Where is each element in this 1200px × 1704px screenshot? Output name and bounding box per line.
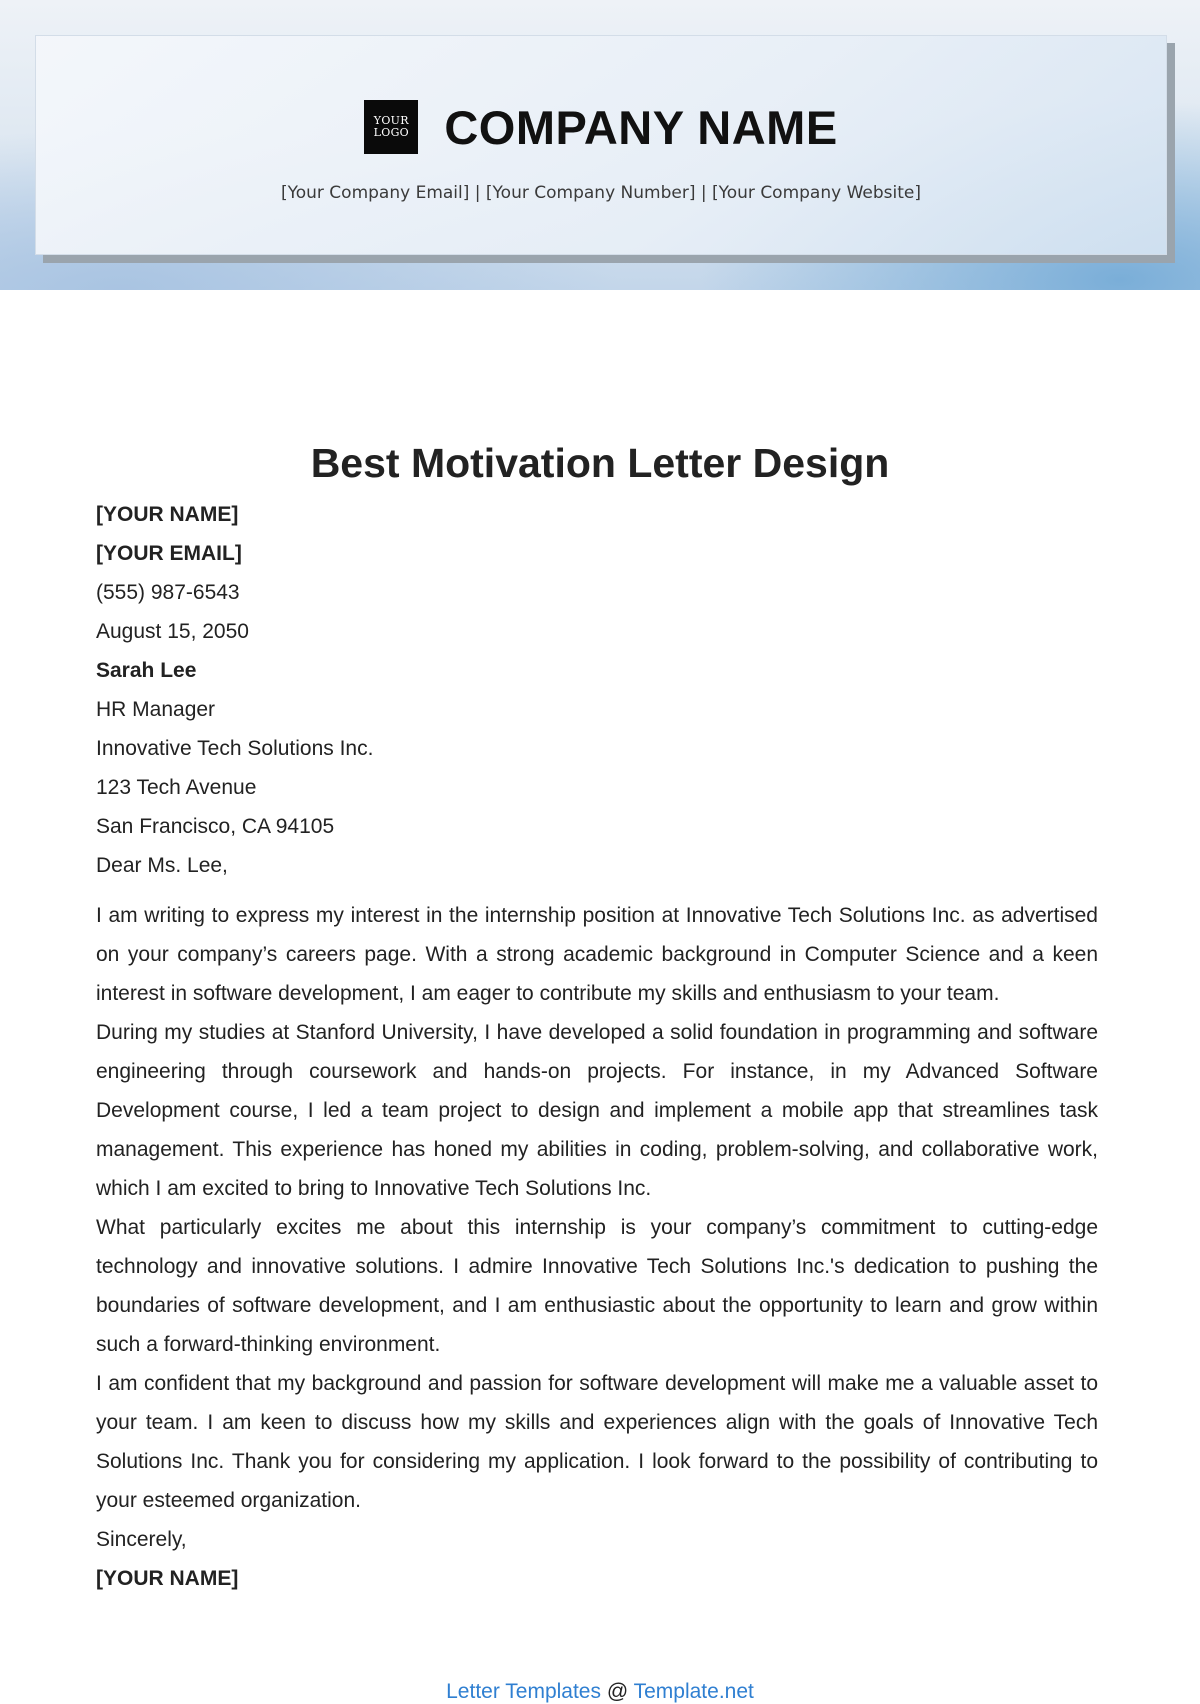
sender-name: [YOUR NAME] bbox=[96, 503, 239, 526]
recipient-company: Innovative Tech Solutions Inc. bbox=[96, 737, 374, 760]
body-paragraph-3: What particularly excites me about this internship is your company’s commitment to cutting-edge technology and innovative solutions. I admire Innovative Tech Solutions Inc.'s dedication to pushing the boundaries of software development, and I am enthusiastic about the opportunity to learn and grow within such a forward-thinking environment. bbox=[96, 1216, 1098, 1356]
sender-phone: (555) 987-6543 bbox=[96, 581, 240, 604]
template-net-link[interactable]: Template.net bbox=[633, 1680, 754, 1703]
body-paragraph-4: I am confident that my background and passion for software development will make me a valuable asset to your team. I am keen to discuss how my skills and experiences align with the goals of Innovative Tech Solutions Inc. Thank you for considering my application. I look forward to the possibility of contributing to your esteemed organization. bbox=[96, 1372, 1098, 1512]
company-header-card bbox=[35, 35, 1167, 255]
logo-text-line2: LOGO bbox=[373, 125, 409, 139]
body-paragraph-2: During my studies at Stanford University, I have developed a solid foundation in programming and software engineering through coursework and hands-on projects. For instance, in my Advanced Software Development course, I led a team project to design and implement a mobile app that streamlines task management. This experience has honed my abilities in coding, problem-solving, and collaborative work, which I am excited to bring to Innovative Tech Solutions Inc. bbox=[96, 1021, 1098, 1200]
letter-title: Best Motivation Letter Design bbox=[310, 440, 890, 486]
closing: Sincerely, bbox=[96, 1528, 187, 1551]
recipient-title: HR Manager bbox=[96, 698, 216, 721]
recipient-name: Sarah Lee bbox=[96, 659, 197, 682]
signature-name: [YOUR NAME] bbox=[96, 1567, 239, 1590]
letter-date: August 15, 2050 bbox=[96, 620, 249, 643]
company-contact-line: [Your Company Email] | [Your Company Number] | [Your Company Website] bbox=[280, 183, 921, 203]
recipient-city: San Francisco, CA 94105 bbox=[96, 815, 335, 838]
footer-credit bbox=[0, 1680, 1200, 1704]
header-banner bbox=[0, 0, 1200, 290]
salutation: Dear Ms. Lee, bbox=[96, 854, 228, 877]
company-logo bbox=[364, 100, 418, 154]
letter-templates-link[interactable]: Letter Templates bbox=[446, 1680, 601, 1703]
body-paragraph-1: I am writing to express my interest in the internship position at Innovative Tech Solutions Inc. as advertised on your company’s careers page. With a strong academic background in Computer Science and a keen interest in software development, I am eager to contribute my skills and enthusiasm to your team. bbox=[96, 904, 1098, 1005]
letter-body bbox=[96, 495, 1098, 1598]
recipient-street: 123 Tech Avenue bbox=[96, 776, 257, 799]
logo-text-line1: YOUR bbox=[373, 113, 409, 127]
company-name: COMPANY NAME bbox=[444, 101, 838, 154]
footer-separator: @ bbox=[601, 1680, 634, 1703]
brand-row bbox=[36, 98, 1166, 155]
sender-email: [YOUR EMAIL] bbox=[96, 542, 242, 565]
